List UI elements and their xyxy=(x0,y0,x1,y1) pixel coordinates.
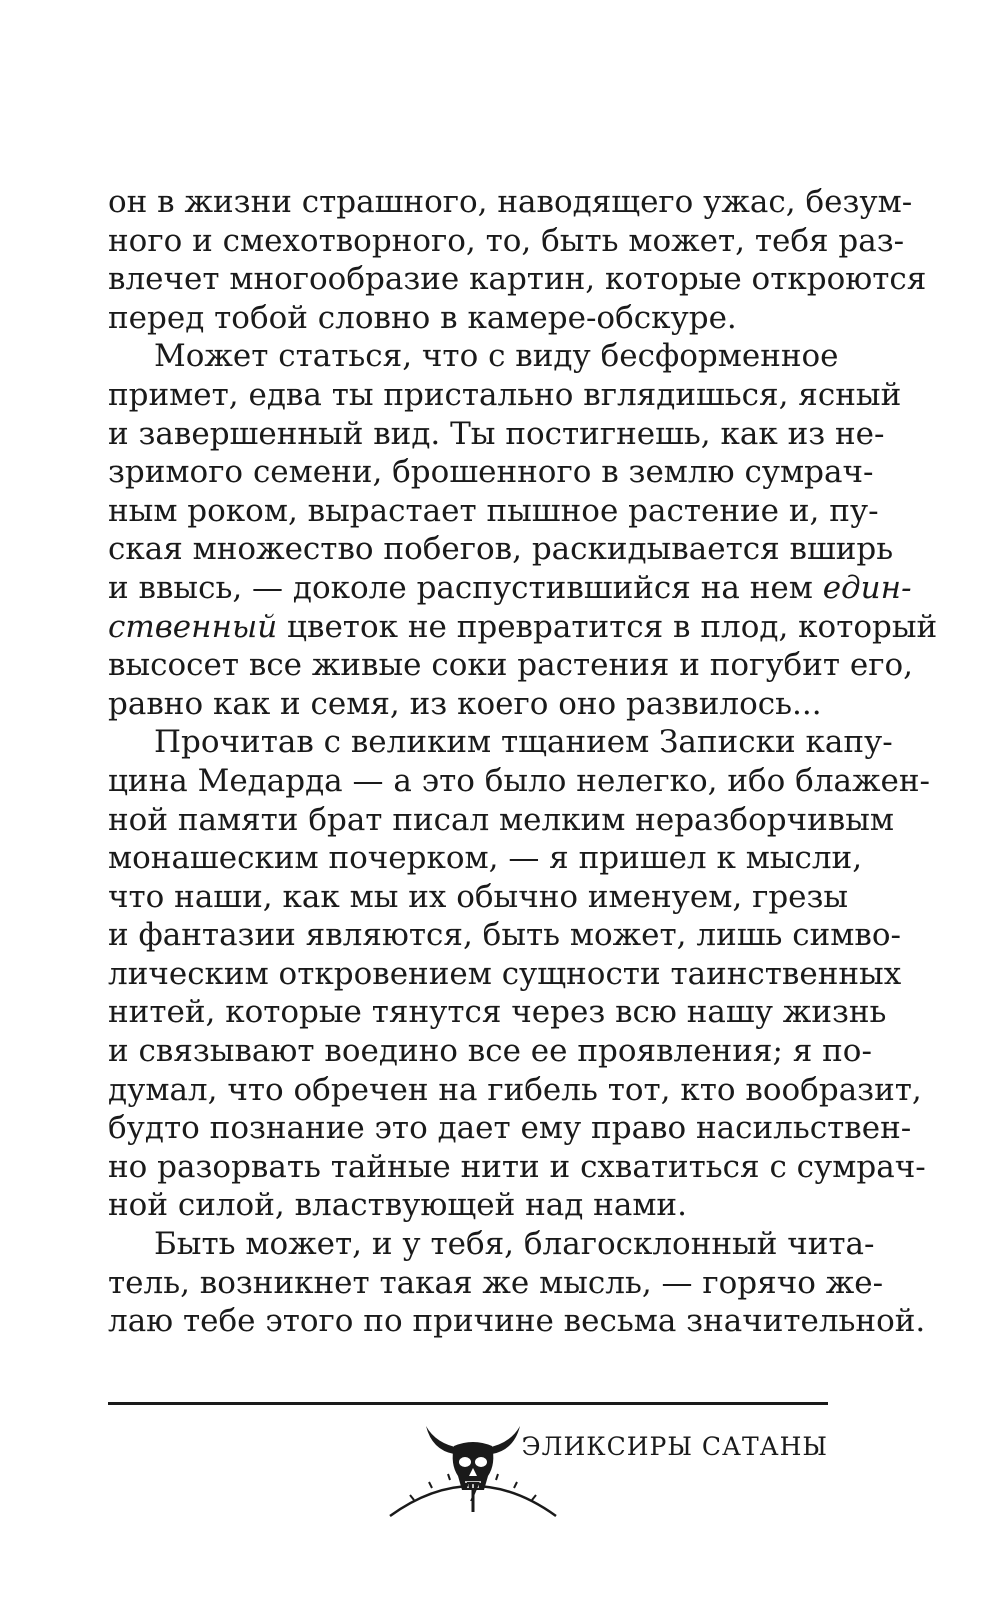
text-line: тель, возникнет такая же мысль, — горячо же- xyxy=(108,1264,884,1301)
text-line: думал, что обречен на гибель тот, кто вообразит, xyxy=(108,1071,922,1108)
text-line: ного и смехотворного, то, быть может, тебя раз- xyxy=(108,222,905,259)
text-line xyxy=(108,569,912,608)
body-text xyxy=(108,183,938,1341)
text-line: Может статься, что с виду бесформенное xyxy=(154,338,839,375)
text-line: он в жизни страшного, наводящего ужас, безум- xyxy=(108,184,913,220)
text-line xyxy=(108,608,938,647)
text-line: Прочитав с великим тщанием Записки капу- xyxy=(154,724,893,761)
footer-rule xyxy=(108,1402,828,1405)
text-line: лическим откровением сущности таинственных xyxy=(108,955,902,992)
text-line: нитей, которые тянутся через всю нашу жизнь xyxy=(108,994,887,1031)
text-line: равно как и семя, из коего оно развилось... xyxy=(108,685,822,722)
text-line: перед тобой словно в камере-обскуре. xyxy=(108,299,737,336)
text-line: будто познание это дает ему право насильствен- xyxy=(108,1110,912,1147)
text-fragment: и ввысь, — доколе распустившийся на нем xyxy=(108,569,823,606)
text-line: Быть может, и у тебя, благосклонный чита- xyxy=(154,1226,875,1263)
text-line: примет, едва ты пристально вглядишься, ясный xyxy=(108,376,902,413)
running-title: ЭЛИКСИРЫ САТАНЫ xyxy=(521,1432,828,1461)
text-line: но разорвать тайные нити и схватиться с сумрач- xyxy=(108,1148,926,1185)
text-line: ным роком, вырастает пышное растение и, пу- xyxy=(108,492,879,529)
text-line: лаю тебе этого по причине весьма значительной. xyxy=(108,1303,926,1340)
text-line: зримого семени, брошенного в землю сумрач- xyxy=(108,454,874,491)
text-line: и завершенный вид. Ты постигнешь, как из не- xyxy=(108,415,885,452)
italic-text: един- xyxy=(822,569,912,606)
text-fragment: цветок не превратится в плод, который xyxy=(277,608,938,645)
text-line: высосет все живые соки растения и погубит его, xyxy=(108,647,913,684)
text-line: ной памяти брат писал мелким неразборчивым xyxy=(108,801,894,838)
text-line: ной силой, властвующей над нами. xyxy=(108,1187,687,1224)
text-line: и фантазии являются, быть может, лишь симво- xyxy=(108,917,902,954)
text-line: влечет многообразие картин, которые откроются xyxy=(108,261,927,298)
italic-text: ственный xyxy=(108,608,278,645)
text-line: что наши, как мы их обычно именуем, грезы xyxy=(108,878,849,915)
text-line: монашеским почерком, — я пришел к мысли, xyxy=(108,840,863,877)
text-line: и связывают воедино все ее проявления; я по- xyxy=(108,1033,872,1070)
page-number: 7 xyxy=(464,1478,482,1508)
text-line: ская множество побегов, раскидывается вширь xyxy=(108,531,894,568)
text-line: цина Медарда — а это было нелегко, ибо блажен- xyxy=(108,762,930,799)
